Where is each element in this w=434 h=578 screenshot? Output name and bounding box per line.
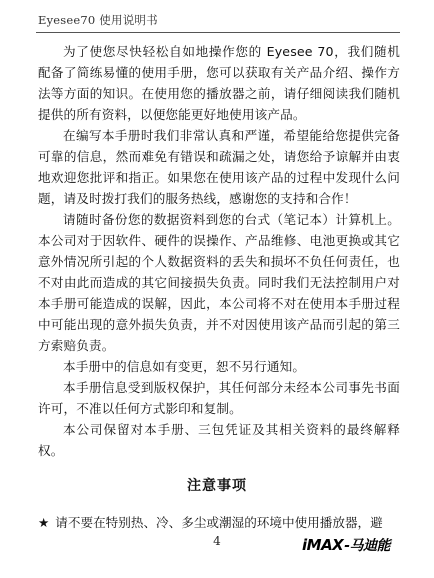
page-number: 4: [213, 534, 221, 548]
header-divider: [36, 32, 400, 33]
change-notice-paragraph: 本手册中的信息如有变更，恕不另行通知。: [63, 359, 306, 374]
accuracy-paragraph: 在编写本手册时我们非常认真和严谨，希望能给您提供完备可靠的信息，然而难免有错误和疏漏之处，请您给予谅解并由衷地欢迎您批评和指正。如果您在使用该产品的过程中发现什么问题，请及时拨打我们的服务热线，感谢您的支持和合作！: [38, 128, 400, 206]
interpretation-rights-paragraph: 本公司保留对本手册、三包凭证及其相关资料的最终解释权。: [38, 422, 400, 458]
copyright-paragraph: 本手册信息受到版权保护，其任何部分未经本公司事先书面许可，不准以任何方式影印和复制。: [38, 380, 400, 416]
intro-paragraph: 为了使您尽快轻松自如地操作您的 Eyesee 70，我们随机配备了简练易懂的使用手册，您可以获取有关产品介绍、操作方法等方面的知识。在使用您的播放器之前，请仔细阅读我们随机提供的所有资料，以便您能更好地使用该产品。: [38, 44, 400, 122]
logo-mark-text: iMAX: [302, 536, 344, 554]
star-bullet-icon: ★: [38, 515, 50, 530]
precautions-heading: 注意事项: [187, 478, 247, 494]
logo-cn-text: -马迪能: [344, 538, 391, 554]
precaution-item: [38, 512, 400, 533]
brand-logo: [302, 535, 390, 555]
document-header-title: Eyesee70 使用说明书: [38, 13, 158, 27]
precaution-text: 请不要在特别热、冷、多尘或潮湿的环境中使用播放器，避: [55, 515, 383, 530]
manual-body: [38, 41, 400, 461]
backup-disclaimer-paragraph: 请随时备份您的数据资料到您的台式（笔记本）计算机上。本公司对于因软件、硬件的误操作、产品维修、电池更换或其它意外情况所引起的个人数据资料的丢失和损坏不负任何责任，也不对由此而造成的其它间接损失负责。同时我们无法控制用户对本手册可能造成的误解，因此，本公司将不对在使用本手册过程中可能出现的意外损失负责，并不对因使用该产品而引起的第三方索赔负责。: [38, 212, 400, 353]
